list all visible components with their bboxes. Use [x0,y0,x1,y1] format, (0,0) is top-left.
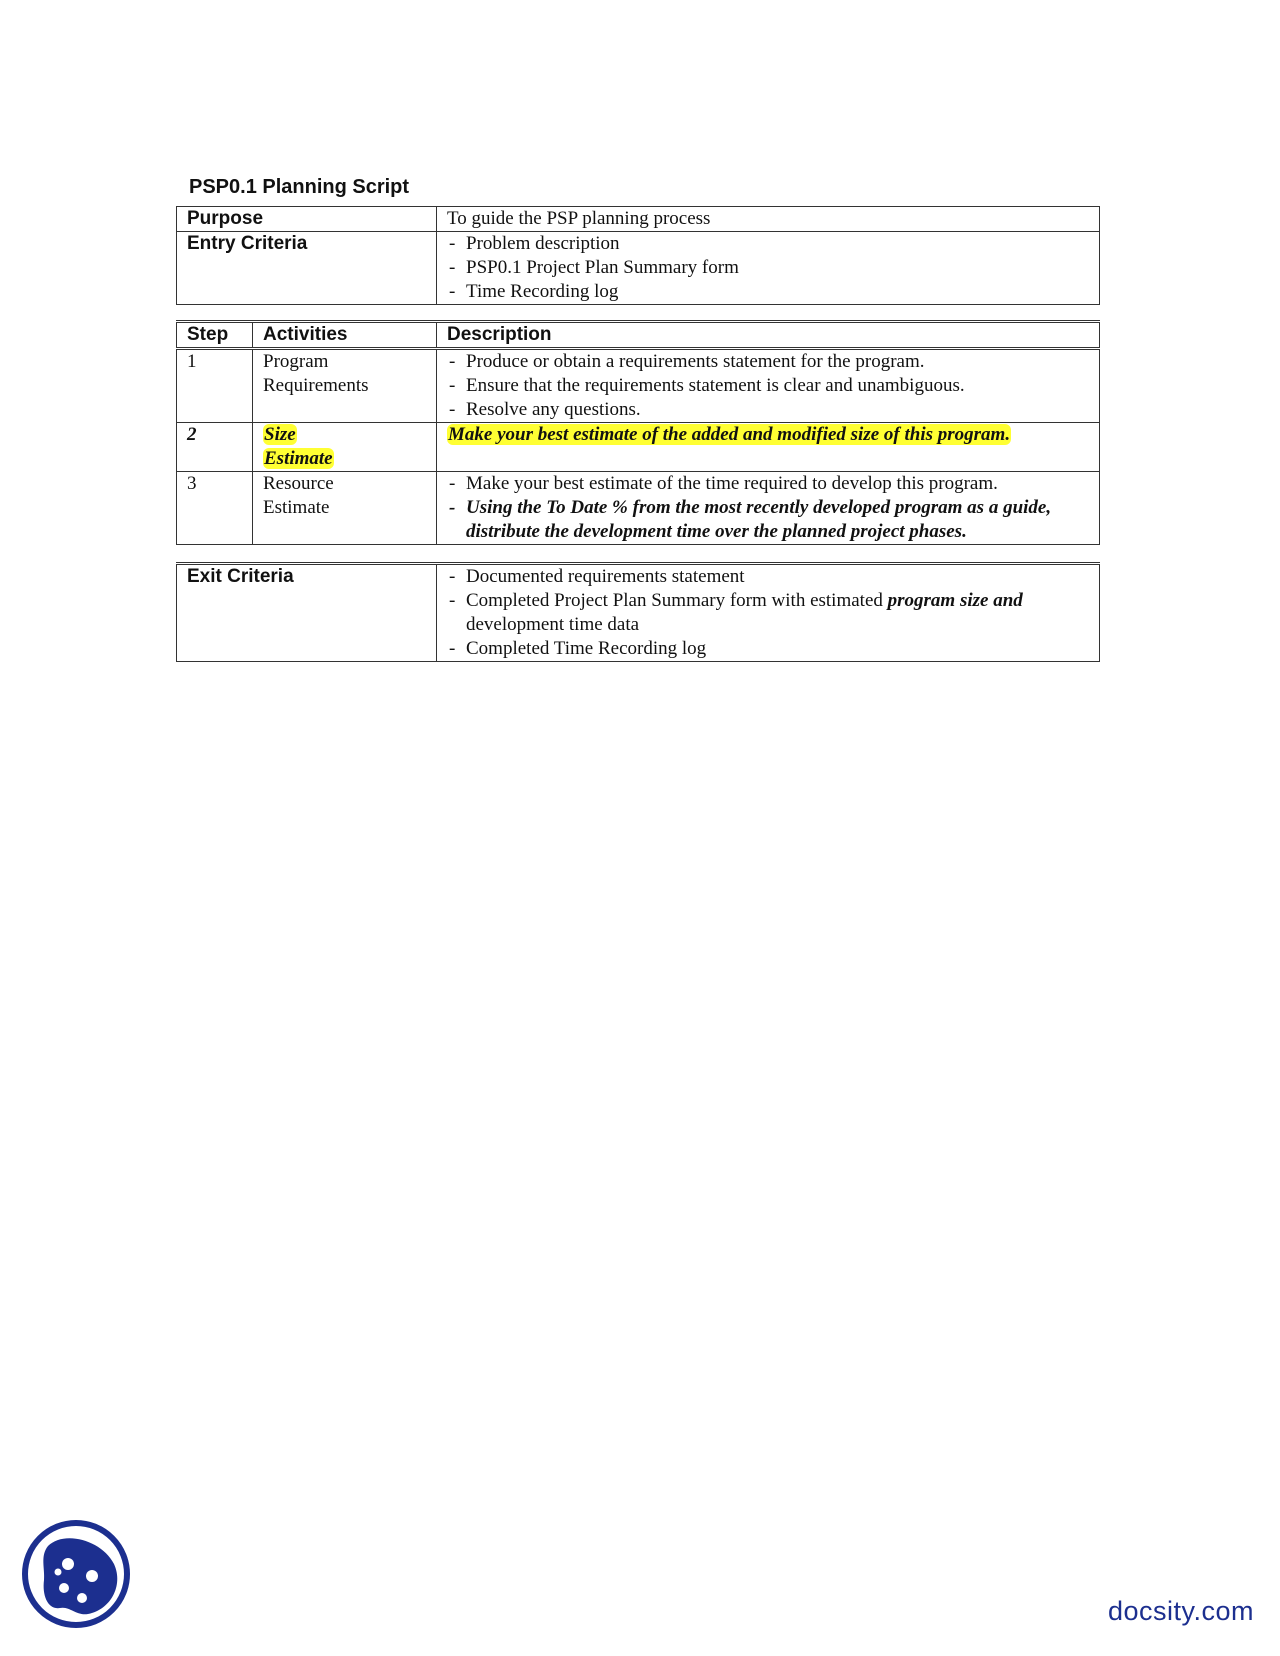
description-list [447,472,1089,544]
activities-header: Activities [253,322,437,349]
activity-line: Requirements [263,375,369,396]
list-item: - Ensure that the requirements statement is clear and unambiguous. [447,374,1089,398]
exit-criteria-label: Exit Criteria [177,564,437,662]
list-item: - Using the To Date % from the most recently developed program as a guide, distribute the development time over the planned project phases. [447,496,1089,544]
entry-criteria-cell [437,232,1100,305]
exit-criteria-list [447,565,1089,661]
step-description [437,349,1100,423]
activity-line: Program [263,351,329,372]
highlighted-activity: Estimate [264,448,333,469]
table-row [177,423,1100,472]
purpose-row [177,207,1100,232]
description-list [447,350,1089,422]
steps-header-row [177,322,1100,349]
step-activity [253,349,437,423]
document-title: PSP0.1 Planning Script [189,176,410,198]
list-item-text: Completed Project Plan Summary form with estimated [466,590,883,611]
activity-line: Resource [263,473,334,494]
list-item: - Resolve any questions. [447,398,1089,422]
step-header: Step [177,322,253,349]
list-item: - Documented requirements statement [447,565,1089,589]
exit-criteria-row [177,564,1100,662]
list-item: - PSP0.1 Project Plan Summary form [447,256,1089,280]
purpose-entry-table [176,206,1100,305]
docsity-logo-icon[interactable] [20,1518,132,1630]
list-item: - Completed Time Recording log [447,637,1089,661]
purpose-label: Purpose [177,207,437,232]
entry-criteria-list [447,232,1089,304]
step-number: 1 [177,349,253,423]
highlighted-activity: Size [264,424,296,445]
step-description [437,423,1100,472]
entry-criteria-label: Entry Criteria [177,232,437,305]
list-item-emphasis: program size and [887,590,1023,611]
steps-table [176,320,1100,545]
description-header: Description [437,322,1100,349]
list-item: - Produce or obtain a requirements statement for the program. [447,350,1089,374]
table-row [177,349,1100,423]
entry-criteria-row [177,232,1100,305]
list-item: - Make your best estimate of the time required to develop this program. [447,472,1089,496]
docsity-brand-link[interactable]: docsity.com [1108,1596,1255,1626]
activity-line: Estimate [263,497,330,518]
list-item: - Problem description [447,232,1089,256]
table-row [177,472,1100,545]
exit-criteria-table [176,562,1100,662]
purpose-text: To guide the PSP planning process [437,207,1100,232]
list-item: - Time Recording log [447,280,1089,304]
exit-criteria-cell [437,564,1100,662]
list-item-text: development time data [466,614,640,635]
highlighted-description: Make your best estimate of the added and modified size of this program. [448,424,1011,445]
step-activity [253,472,437,545]
step-number: 3 [177,472,253,545]
step-activity [253,423,437,472]
list-item [447,589,1089,637]
step-description [437,472,1100,545]
step-number: 2 [177,423,253,472]
